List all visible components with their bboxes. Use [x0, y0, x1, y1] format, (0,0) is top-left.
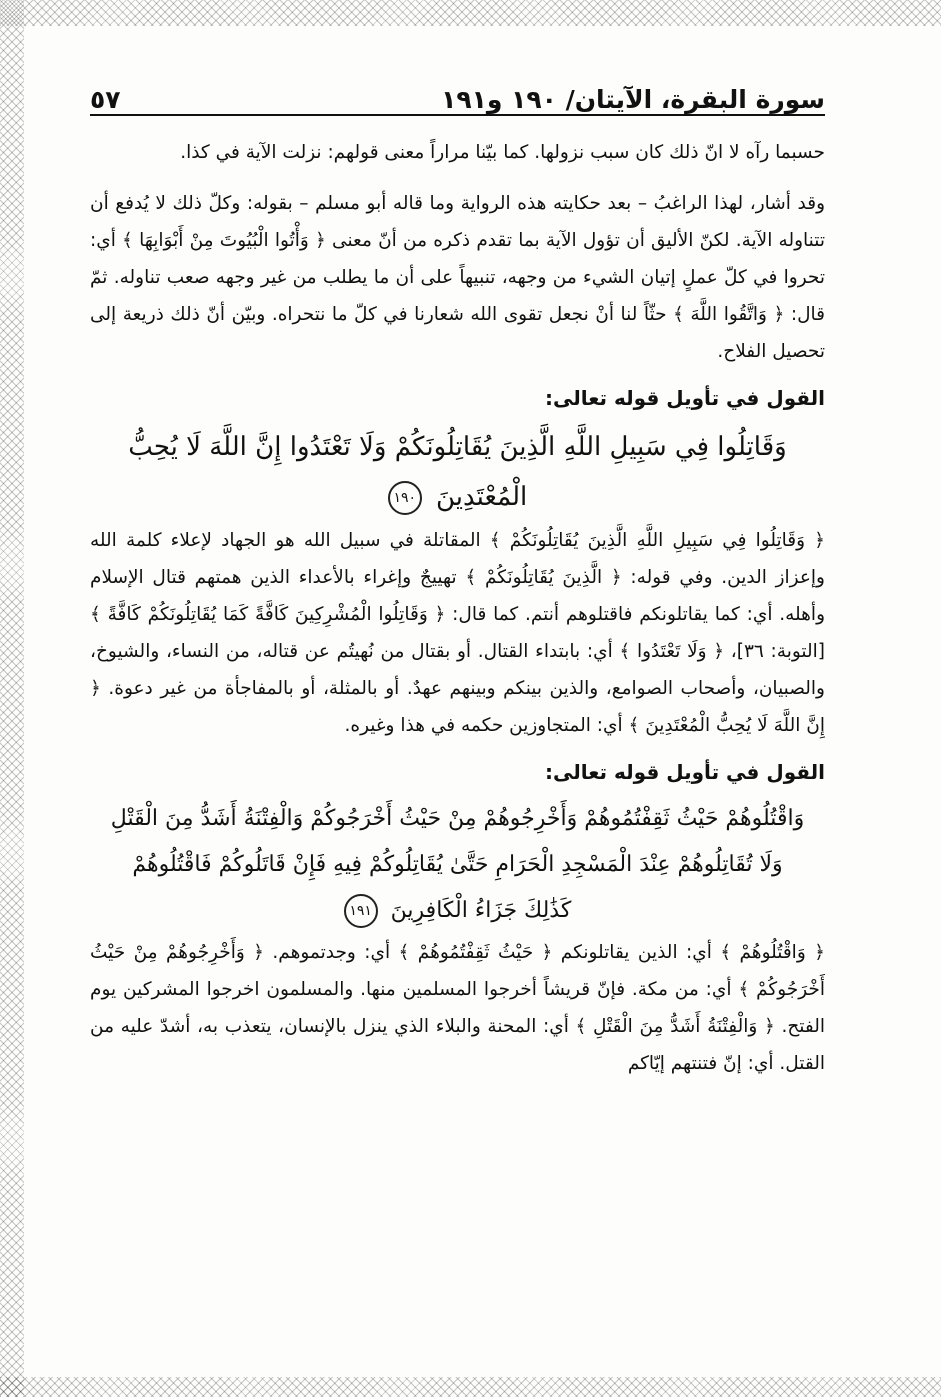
page-number: ٥٧ — [90, 85, 121, 114]
decorative-border-left — [0, 0, 24, 1397]
paragraph-3: ﴿ وَقَاتِلُوا فِي سَبِيلِ اللَّهِ الَّذِينَ يُقَاتِلُونَكُمْ ﴾ المقاتلة في سبيل الله هو الجهاد لإعلاء كلمة الله وإعزاز الدين. وفي قوله: ﴿ الَّذِينَ يُقَاتِلُونَكُمْ ﴾ تهييجٌ وإغراء بالأعداء الذين همتهم قتال الإسلام وأهله. أي: كما يقاتلونكم فاقتلوهم أنتم. كما قال: ﴿ وَقَاتِلُوا الْمُشْرِكِينَ كَافَّةً كَمَا يُقَاتِلُونَكُمْ كَافَّةً ﴾ [التوبة: ٣٦]، ﴿ وَلَا تَعْتَدُوا ﴾ أي: بابتداء القتال. أو بقتال من نُهيتُم عن قتاله، من النساء، والشيوخ، والصبيان، وأصحاب الصوامع، والذين بينكم وبينهم عهدٌ. أو بالمثلة، أو بالمفاجأة من غير دعوة. ﴿ إِنَّ اللَّهَ لَا يُحِبُّ الْمُعْتَدِينَ ﴾ أي: المتجاوزين حكمه في هذا وغيره. — [90, 530, 825, 736]
quran-verse-190 — [90, 422, 825, 522]
section-heading-2: القول في تأويل قوله تعالى: — [545, 760, 825, 784]
section-heading-1: القول في تأويل قوله تعالى: — [545, 386, 825, 410]
verse-191-line-3: كَذَٰلِكَ جَزَاءُ الْكَافِرِينَ — [390, 898, 572, 923]
paragraph-4: ﴿ وَاقْتُلُوهُمْ ﴾ أي: الذين يقاتلونكم ﴿ حَيْثُ ثَقِفْتُمُوهُمْ ﴾ أي: وجدتموهم. ﴿ وَأَخْرِجُوهُمْ مِنْ حَيْثُ أَخْرَجُوكُمْ ﴾ أي: من مكة. فإنّ قريشاً أخرجوا المسلمين منها. والمسلمون اخرجوا المشركين يوم الفتح. ﴿ وَالْفِتْنَةُ أَشَدُّ مِنَ الْقَتْلِ ﴾ أي: المحنة والبلاء الذي ينزل بالإنسان، يتعذب به، أشدّ عليه من القتل. أي: إنّ فتنتهم إيّاكم — [90, 942, 825, 1074]
verse-191-line-3-wrap — [90, 888, 825, 934]
header-title: سورة البقرة، الآيتان/ ١٩٠ و١٩١ — [441, 85, 825, 114]
decorative-border-top — [0, 0, 941, 26]
ayah-number-190: ١٩٠ — [388, 481, 422, 515]
verse-190-text: وَقَاتِلُوا فِي سَبِيلِ اللَّهِ الَّذِينَ يُقَاتِلُونَكُمْ وَلَا تَعْتَدُوا إِنَّ اللَّهَ لَا يُحِبُّ الْمُعْتَدِينَ — [128, 432, 787, 512]
decorative-border-bottom — [0, 1377, 941, 1397]
running-header — [90, 60, 825, 116]
paragraph-2: وقد أشار، لهذا الراغبُ – بعد حكايته هذه الرواية وما قاله أبو مسلم – بقوله: وكلّ ذلك لا يُدفع أن تتناوله الآية. لكنّ الأليق أن تؤول الآية بما تقدم ذكره من أنّ معنى ﴿ وَأْتُوا الْبُيُوتَ مِنْ أَبْوَابِهَا ﴾ أي: تحروا في كلّ عملٍ إتيان الشيء من وجهه، تنبيهاً على أن ما يطلب من غير وجهه صعب تناوله. ثمّ قال: ﴿ وَاتَّقُوا اللَّهَ ﴾ حثّاً لنا أنْ نجعل تقوى الله شعارنا في كلّ ما نتحراه. وبيّن أنّ ذلك ذريعة إلى تحصيل الفلاح. — [90, 193, 825, 362]
quran-verse-191 — [90, 796, 825, 934]
verse-191-line-1: وَاقْتُلُوهُمْ حَيْثُ ثَقِفْتُمُوهُمْ وَأَخْرِجُوهُمْ مِنْ حَيْثُ أَخْرَجُوكُمْ وَالْفِتْنَةُ أَشَدُّ مِنَ الْقَتْلِ — [110, 806, 805, 831]
ayah-number-191: ١٩١ — [344, 894, 378, 928]
paragraph-1: حسبما رآه لا انّ ذلك كان سبب نزولها. كما بيّنا مراراً معنى قولهم: نزلت الآية في كذا. — [180, 142, 825, 163]
verse-191-line-2: وَلَا تُقَاتِلُوهُمْ عِنْدَ الْمَسْجِدِ الْحَرَامِ حَتَّىٰ يُقَاتِلُوكُمْ فِيهِ فَإِنْ قَاتَلُوكُمْ فَاقْتُلُوهُمْ — [132, 852, 783, 877]
book-page — [90, 60, 825, 1082]
